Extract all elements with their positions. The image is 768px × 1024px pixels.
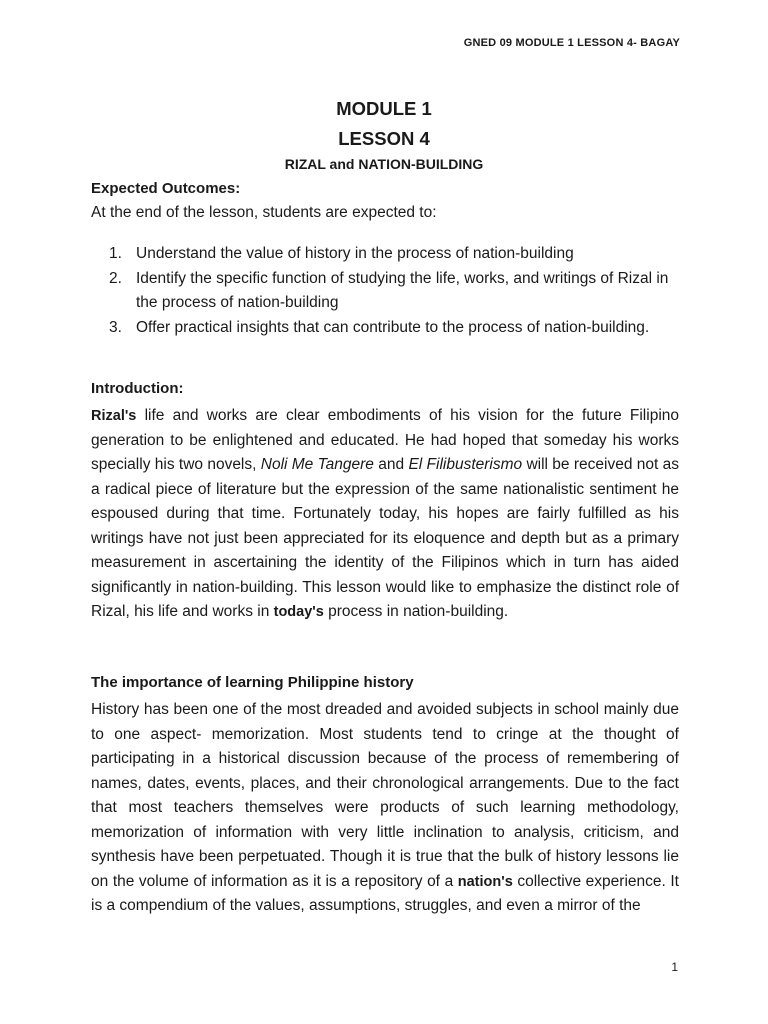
text-run: History has been one of the most dreaded and avoided subjects in school mainly due to one aspect- memorization. Most students tend to cringe at the thought of participating in a historical discussion because of the process of remembering of names, dates, events, places, and their chronological arrangements. Due to the fact that most teachers themselves were products of such learning methodology, memorization of information with very little inclination to analysis, criticism, and synthesis have been perpetuated. Though it is true that the bulk of history lessons lie on the volume of information as it is a repository of a xyxy=(91,701,679,890)
outcomes-heading: Expected Outcomes: xyxy=(91,180,241,197)
text-run: collective experience. It is a compendium of the values, assumptions, struggles, and even a mirror of the xyxy=(91,872,679,914)
module-title: MODULE 1 xyxy=(336,98,432,119)
outcomes-intro: At the end of the lesson, students are expected to: xyxy=(91,204,437,221)
list-item-number: 2. xyxy=(109,269,122,287)
introduction-heading: Introduction: xyxy=(91,380,184,397)
list-item-text: Identify the specific function of studying the life, works, and writings of Rizal in the process of nation-building xyxy=(136,269,669,311)
bold-nations: nation's xyxy=(457,873,513,890)
list-item xyxy=(109,267,681,316)
bold-rizals: Rizal's xyxy=(91,408,137,424)
bold-todays: today's xyxy=(273,604,324,620)
text-run: and xyxy=(373,456,409,473)
importance-heading: The importance of learning Philippine history xyxy=(91,674,414,691)
outcomes-list xyxy=(109,242,681,340)
list-item-number: 3. xyxy=(109,318,122,336)
lesson-subtitle: RIZAL and NATION-BUILDING xyxy=(284,156,484,172)
list-item-text: Offer practical insights that can contribute to the process of nation-building. xyxy=(136,318,650,336)
importance-paragraph xyxy=(91,698,679,919)
text-run: process in nation-building. xyxy=(323,603,509,620)
list-item-text: Understand the value of history in the process of nation-building xyxy=(136,245,574,262)
italic-elfili: El Filibusterismo xyxy=(408,456,523,473)
page-number: 1 xyxy=(671,960,678,974)
lesson-title: LESSON 4 xyxy=(338,128,430,149)
running-header: GNED 09 MODULE 1 LESSON 4- BAGAY xyxy=(463,37,680,49)
list-item-number: 1. xyxy=(109,245,122,262)
introduction-paragraph xyxy=(91,404,679,625)
italic-noli: Noli Me Tangere xyxy=(260,456,374,473)
text-run: life and works are clear embodiments of his vision for the future Filipino generation to be enlightened and educated. He had hoped that someday his works specially his two novels, xyxy=(91,407,679,473)
list-item xyxy=(109,242,681,267)
text-run: will be received not as a radical piece of literature but the expression of the same nationalistic sentiment he espoused during that time. Fortunately today, his hopes are fairly fulfilled as his writings have not just been appreciated for its eloquence and depth but as a primary measurement in ascertaining the identity of the Filipinos which in turn has aided significantly in nation-building. This lesson would like to emphasize the distinct role of Rizal, his life and works in xyxy=(91,456,679,620)
list-item xyxy=(109,316,681,341)
